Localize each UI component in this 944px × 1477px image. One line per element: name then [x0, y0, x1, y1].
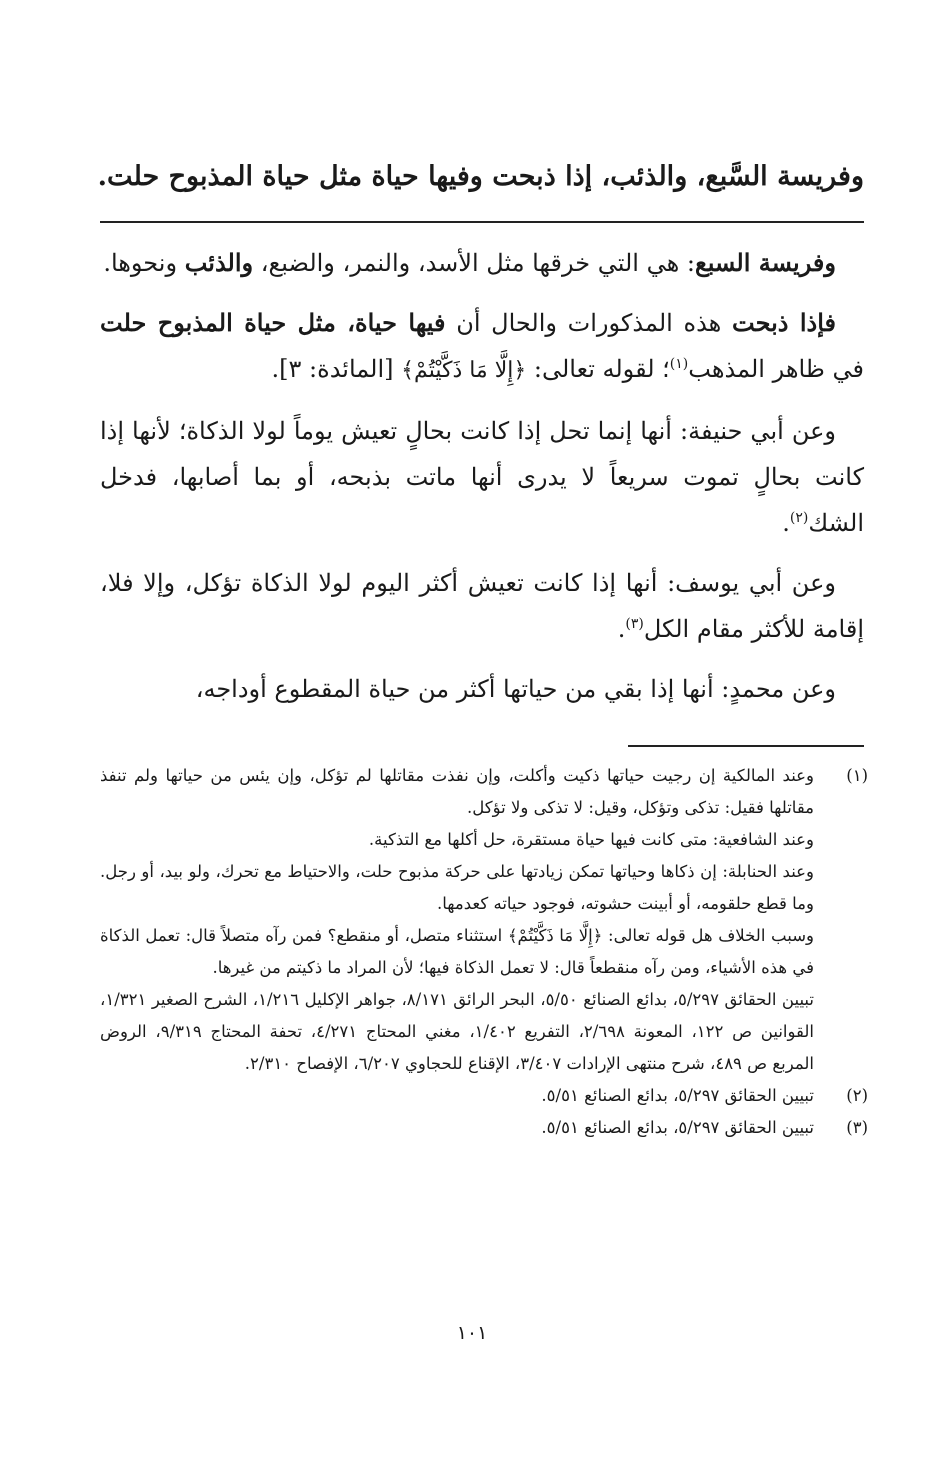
footnote-text: وعند الحنابلة: إن ذكاها وحياتها تمكن زيادتها على حركة مذبوح حلت، والاحتياط مع تحرك، ولو بيد، أو رجل. وما قطع حلقومه، أو أبينت حشوته، فوجود حياته كعدمها.	[100, 862, 814, 913]
commentary-paragraph	[100, 666, 864, 712]
commentary-text: .	[617, 615, 626, 643]
footnote-text: وعند المالكية إن رجيت حياتها ذكيت وأكلت، وإن نفذت مقاتلها لم تؤكل، وإن يئس من حياتها ولم تنفذ مقاتلها فقيل: تذكى وتؤكل، وقيل: لا تذكى ولا تؤكل.	[100, 766, 814, 817]
term-highlight: فإذا ذبحت	[732, 308, 836, 337]
commentary-text: هذه المذكورات والحال أن	[445, 309, 733, 337]
footnote-number: (٣)	[846, 1118, 868, 1137]
footnote	[100, 1112, 868, 1144]
footnote-text: تبيين الحقائق ٥/٢٩٧، بدائع الصنائع ٥/٥٠، البحر الرائق ٨/١٧١، جواهر الإكليل ١/٢١٦، الشرح الصغير ١/٣٢١، القوانين ص ١٢٢، المعونة ٢/٦٩٨، التفريع ١/٤٠٢، مغني المحتاج ٤/٢٧١، تحفة المحتاج ٩/٣١٩، الروض المربع ص ٤٨٩، شرح منتهى الإرادات ٣/٤٠٧، الإقناع للحجاوي ٦/٢٠٧، الإفصاح ٢/٣١٠.	[100, 990, 815, 1073]
matn-divider	[100, 221, 864, 223]
footnote-number: (١)	[846, 766, 868, 785]
footnote-ref: (١)	[669, 356, 689, 372]
footnote-text: تبيين الحقائق ٥/٢٩٧، بدائع الصنائع ٥/٥١.	[541, 1086, 814, 1105]
footnote-text: وعند الشافعية: متى كانت فيها حياة مستقرة، حل أكلها مع التذكية.	[368, 830, 814, 849]
commentary-paragraph	[100, 408, 864, 546]
footnote-number: (٢)	[846, 1086, 868, 1105]
commentary-paragraph	[100, 560, 864, 652]
footnote-divider	[628, 745, 864, 747]
commentary-paragraph	[100, 300, 864, 394]
commentary-text: وعن أبي يوسف: أنها إذا كانت تعيش أكثر اليوم لولا الذكاة تؤكل، وإلا فلا، إقامة للأكثر مقام الكل	[100, 569, 864, 643]
commentary-text: : هي التي خرقها مثل الأسد، والنمر، والضبع،	[253, 249, 695, 277]
commentary	[100, 240, 864, 726]
footnote-text: تبيين الحقائق ٥/٢٩٧، بدائع الصنائع ٥/٥١.	[541, 1118, 814, 1137]
commentary-text: وعن أبي حنيفة: أنها إنما تحل إذا كانت بحالٍ تعيش يوماً لولا الذكاة؛ لأنها إذا كانت بحالٍ تموت سريعاً لا يدرى أنها ماتت بذبحه، أو بما أصابها، فدخل الشك	[100, 417, 864, 537]
commentary-text: .	[782, 509, 790, 537]
footnote-ref: (٣)	[625, 616, 644, 632]
term-highlight: وفريسة السبع	[694, 248, 836, 277]
footnote	[100, 760, 868, 1080]
footnote-text: وسبب الخلاف هل قوله تعالى: ﴿إِلَّا مَا ذَكَّيْتُمْ﴾ استثناء متصل، أو منقطع؟ فمن رآه متصلاً قال: تعمل الذكاة في هذه الأشياء، ومن رآه منقطعاً قال: لا تعمل الذكاة فيها؛ لأن المراد ما ذكيتم من غيرها.	[100, 926, 814, 977]
footnotes	[100, 760, 868, 1144]
term-highlight: والذئب	[184, 248, 254, 277]
page-number: ١٠١	[456, 1322, 488, 1344]
footnote-ref: (٢)	[789, 510, 809, 526]
footnote	[100, 1080, 868, 1112]
commentary-text: ونحوها.	[103, 249, 185, 277]
term-highlight: فيها حياة، مثل حياة المذبوح حلت	[100, 308, 446, 337]
commentary-text: ؛ لقوله تعالى:	[526, 355, 670, 383]
matn-text: وفريسة السَّبع، والذئب، إذا ذبحت وفيها حياة مثل حياة المذبوح حلت.	[97, 161, 864, 192]
commentary-paragraph	[100, 240, 864, 286]
commentary-text: [المائدة: ٣].	[271, 355, 402, 383]
quran-verse: ﴿إِلَّا مَا ذَكَّيْتُمْ﴾	[401, 358, 527, 383]
commentary-text: في ظاهر المذهب	[688, 355, 864, 383]
commentary-text: وعن محمدٍ: أنها إذا بقي من حياتها أكثر من حياة المقطوع أوداجه،	[195, 675, 836, 703]
